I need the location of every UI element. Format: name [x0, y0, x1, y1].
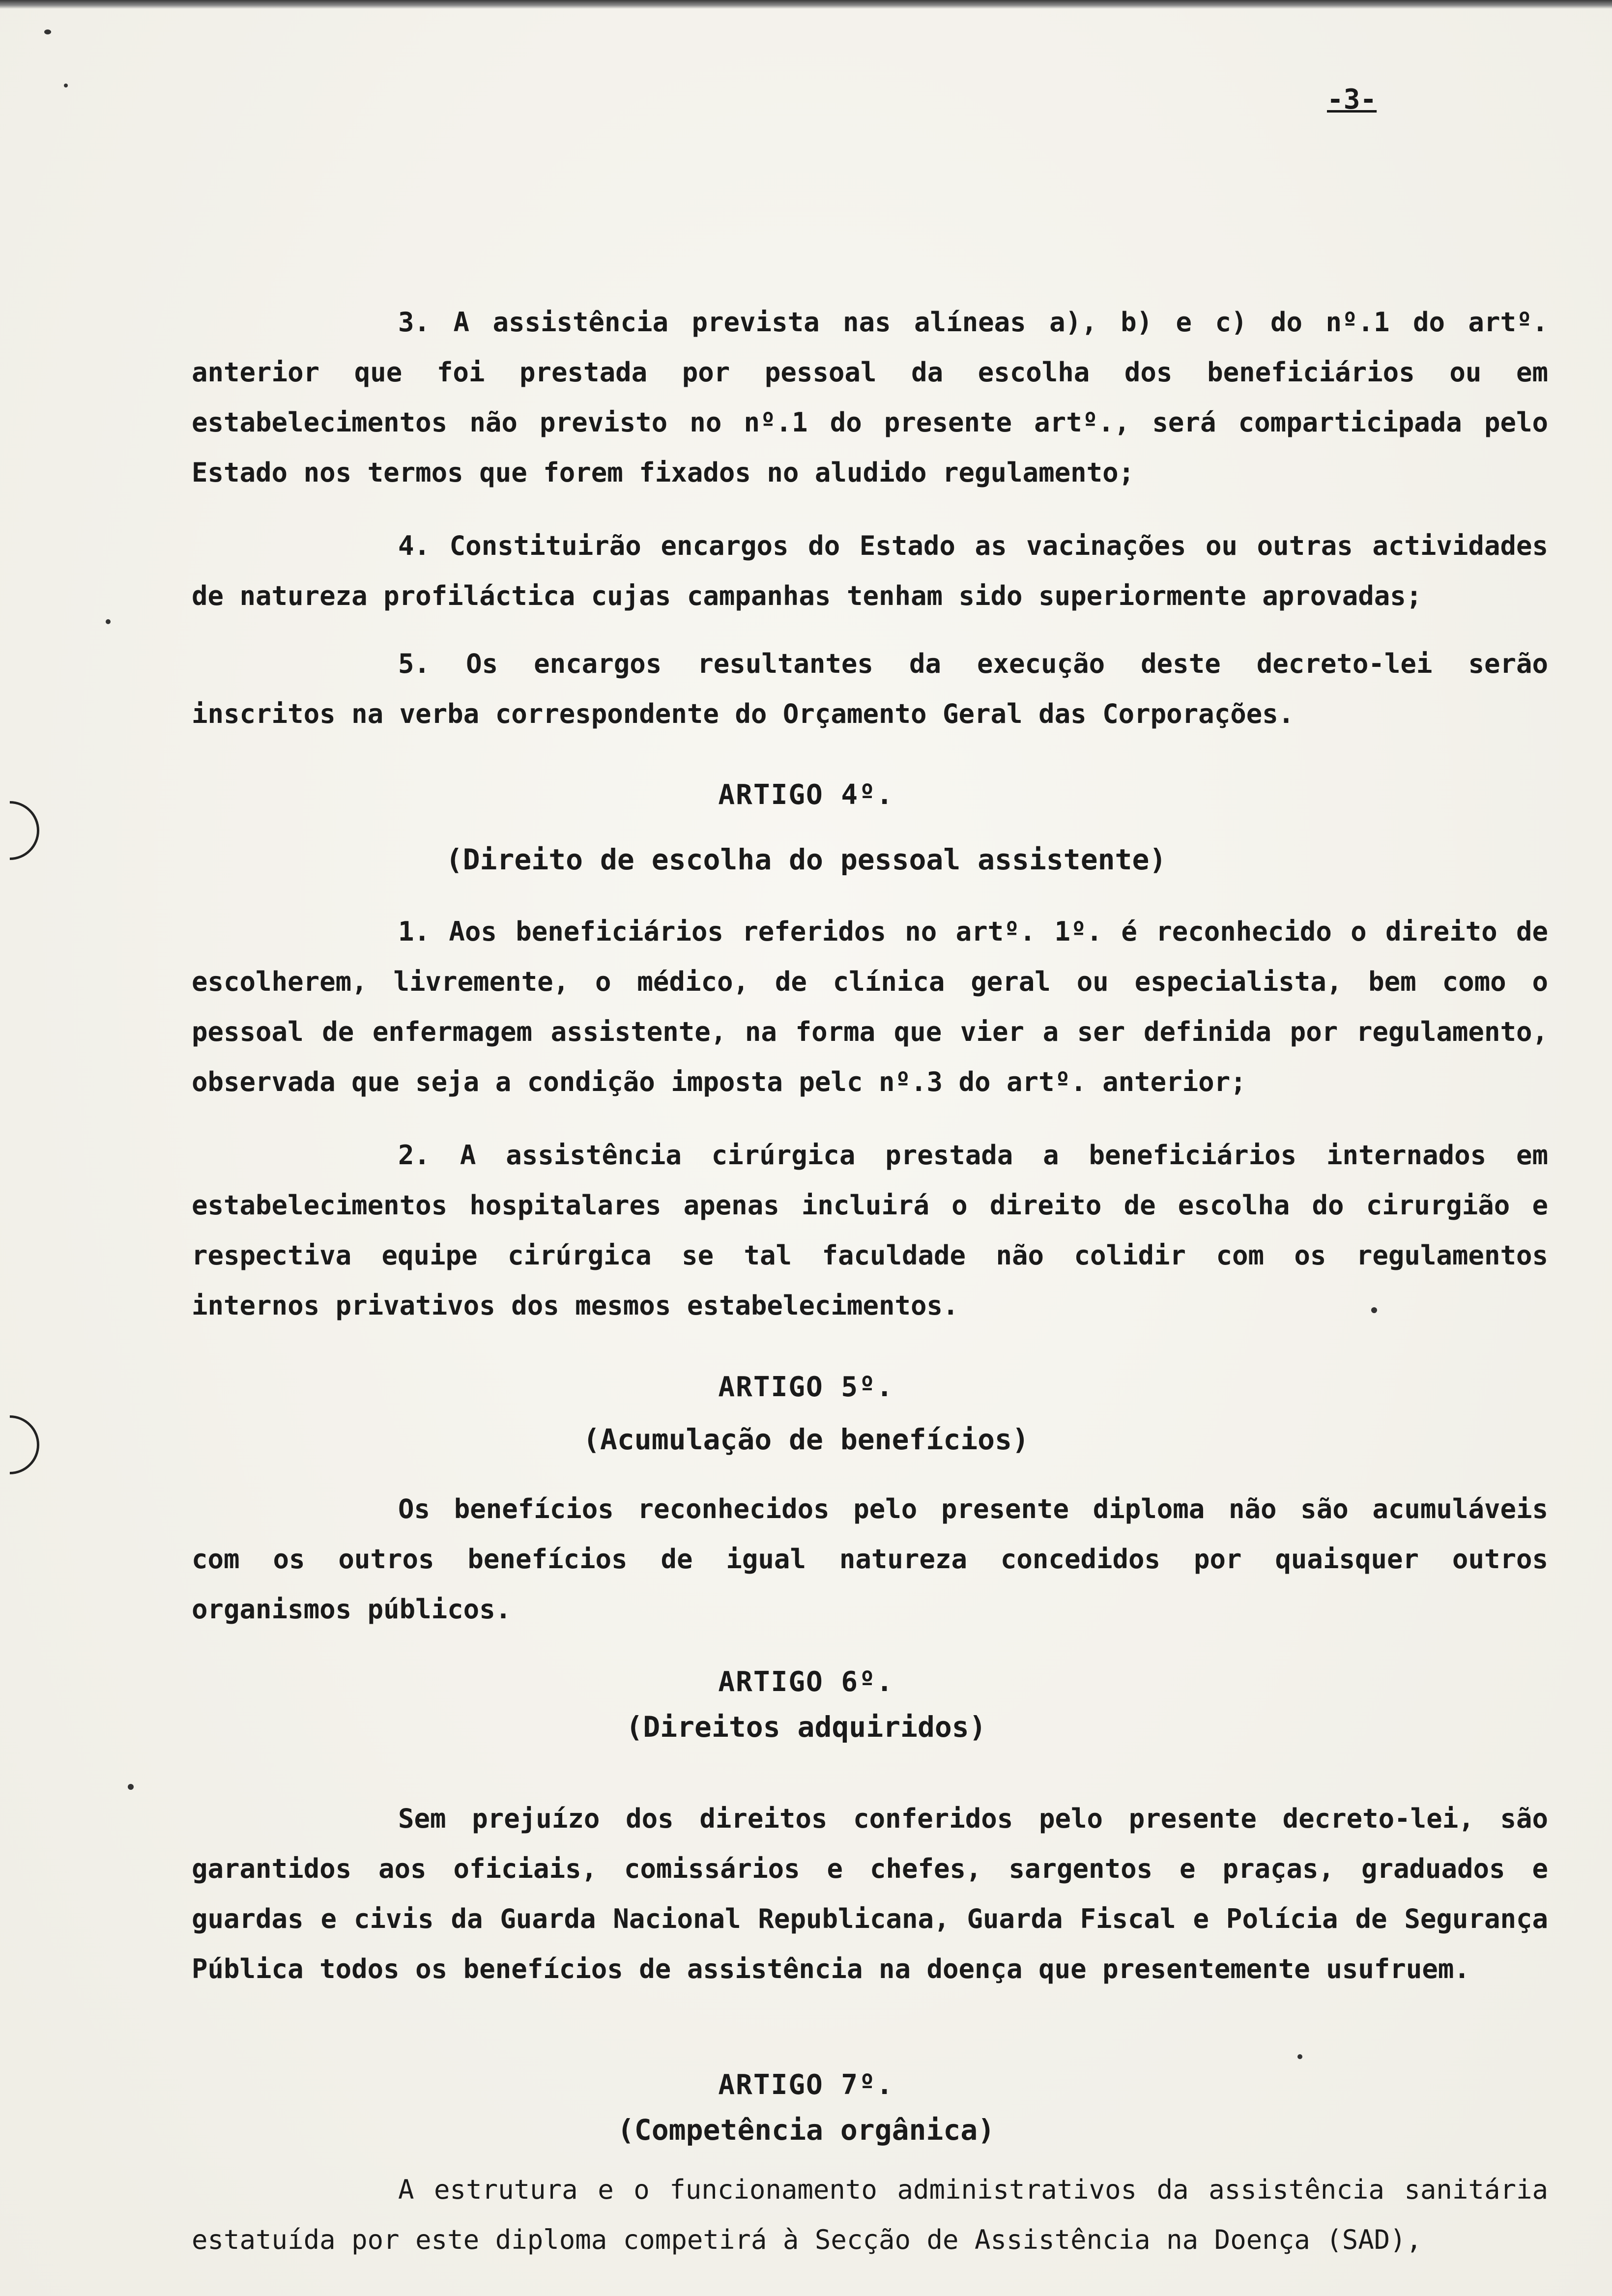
paragraph-4: 4. Constituirão encargos do Estado as vacinações ou outras actividades de natureza profiláctica cujas campanhas tenham sido superiormente aprovadas;: [192, 530, 1548, 611]
scan-top-edge: [0, 0, 1612, 9]
artigo-6-paragraph-1: Sem prejuízo dos direitos conferidos pelo presente decreto-lei, são garantidos aos oficiais, comissários e chefes, sargentos e praças, graduados e guardas e civis da Guarda Nacional Republicana, Guarda Fiscal e Polícia de Segurança Pública todos os benefícios de assistência na doença que presentemente usufruem.: [192, 1803, 1548, 1984]
artigo-4-paragraph-1: 1. Aos beneficiários referidos no artº. 1º. é reconhecido o direito de escolherem, livremente, o médico, de clínica geral ou especialista, bem como o pessoal de enfermagem assistente, na forma que vier a ser definida por regulamento, observada que seja a condição imposta pelc nº.3 do artº. anterior;: [192, 916, 1548, 1097]
artigo-6-heading: ARTIGO 6º.: [718, 1666, 894, 1698]
artigo-4-title: (Direito de escolha do pessoal assistente): [445, 843, 1167, 876]
artigo-5-heading: ARTIGO 5º.: [718, 1371, 894, 1403]
artigo-5-paragraph-1: Os benefícios reconhecidos pelo presente diploma não são acumuláveis com os outros benefícios de igual natureza concedidos por quaisquer outros organismos públicos.: [192, 1493, 1548, 1625]
artigo-7-heading: ARTIGO 7º.: [718, 2069, 894, 2101]
artigo-5-title: (Acumulação de benefícios): [583, 1423, 1029, 1456]
paragraph-3: 3. A assistência prevista nas alíneas a), b) e c) do nº.1 do artº. anterior que foi prestada por pessoal da escolha dos beneficiários ou em estabelecimentos não previsto no nº.1 do presente artº., será comparticipada pelo Estado nos termos que forem fixados no aludido regulamento;: [192, 307, 1548, 488]
scan-speck: [64, 84, 68, 87]
artigo-7-paragraph-1: A estrutura e o funcionamento administrativos da assistência sanitária estatuída por este diploma competirá à Secção de Assistência na Doença (SAD),: [192, 2174, 1548, 2255]
scan-speck: [128, 1784, 134, 1790]
scan-speck: [106, 619, 111, 624]
scan-speck: [1297, 2054, 1302, 2059]
artigo-6-title: (Direitos adquiridos): [626, 1710, 986, 1744]
page-number: -3-: [1327, 84, 1377, 115]
artigo-7-title: (Competência orgânica): [617, 2113, 995, 2147]
paragraph-5: 5. Os encargos resultantes da execução deste decreto-lei serão inscritos na verba correspondente do Orçamento Geral das Corporações.: [192, 648, 1548, 729]
artigo-4-heading: ARTIGO 4º.: [718, 779, 894, 811]
artigo-4-paragraph-2: 2. A assistência cirúrgica prestada a beneficiários internados em estabelecimentos hospitalares apenas incluirá o direito de escolha do cirurgião e respectiva equipe cirúrgica se tal faculdade não colidir com os regulamentos internos privativos dos mesmos estabelecimentos.: [192, 1140, 1548, 1321]
scan-speck: [44, 29, 51, 34]
